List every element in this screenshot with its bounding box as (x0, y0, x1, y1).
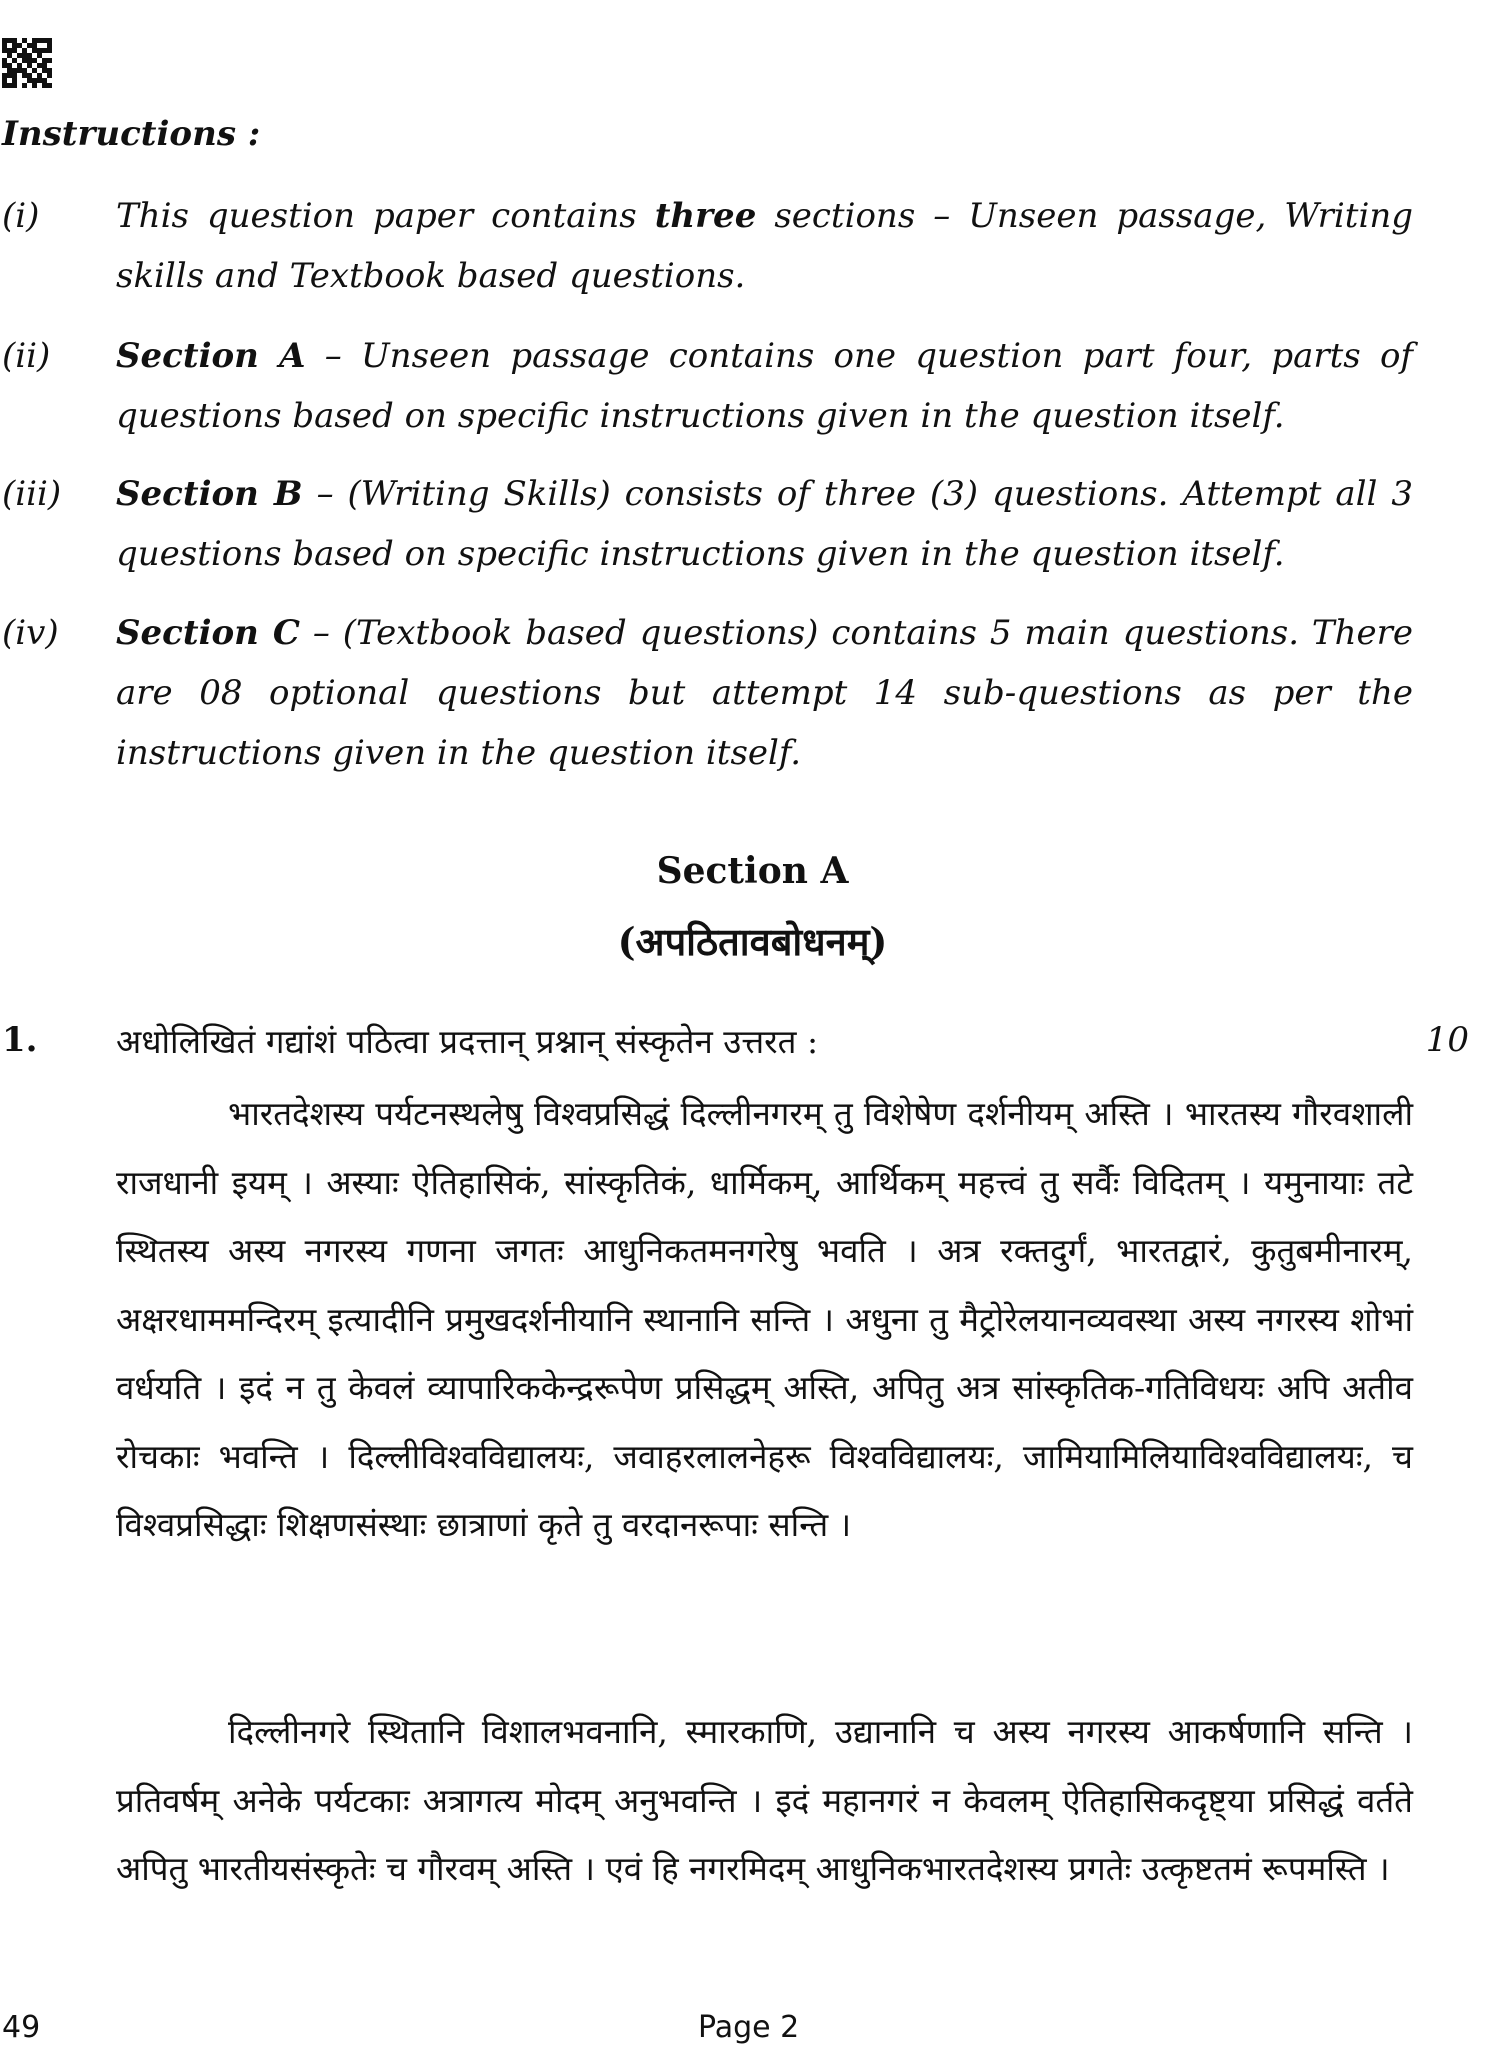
instruction-number: (ii) (2, 336, 51, 376)
qr-code (2, 38, 52, 88)
passage-paragraph: भारतदेशस्य पर्यटनस्थलेषु विश्वप्रसिद्धं दिल्लीनगरम् तु विशेषेण दर्शनीयम् अस्ति । भारतस्य गौरवशाली राजधानी इयम् । अस्याः ऐतिहासिकं, सांस्कृतिकं, धार्मिकम्, आर्थिकम् महत्त्वं तु सर्वैः विदितम् । यमुनायाः तटे स्थितस्य अस्य नगरस्य गणना जगतः आधुनिकतमनगरेषु भवति । अत्र रक्तदुर्गं, भारतद्वारं, कुतुबमीनारम्, अक्षरधाममन्दिरम् इत्यादीनि प्रमुखदर्शनीयानि स्थानानि सन्ति । अधुना तु मैट्रोरेलयानव्यवस्था अस्य नगरस्य शोभां वर्धयति । इदं न तु केवलं व्यापारिककेन्द्ररूपेण प्रसिद्धम् अस्ति, अपितु अत्र सांस्कृतिक-गतिविधयः अपि अतीव रोचकाः भवन्ति । दिल्लीविश्वविद्यालयः, जवाहरलालनेहरू विश्वविद्यालयः, जामियामिलियाविश्वविद्यालयः, च विश्वप्रसिद्धाः शिक्षणसंस्थाः छात्राणां कृते तु वरदानरूपाः सन्ति । (116, 1094, 1413, 1544)
question-marks: 10 (1425, 1020, 1469, 1060)
instruction-text: Section C – (Textbook based questions) contains 5 main questions. There are 08 optional questions but attempt 14 sub-questions as per the instructions given in the question itself. (116, 613, 1413, 773)
instruction-number: (iii) (2, 474, 62, 514)
instruction-text: Section B – (Writing Skills) consists of three (3) questions. Attempt all 3 questions based on specific instructions given in the question itself. (116, 474, 1413, 574)
question-number: 1. (2, 1020, 38, 1060)
passage-paragraph: दिल्लीनगरे स्थितानि विशालभवनानि, स्मारकाणि, उद्यानानि च अस्य नगरस्य आकर्षणानि सन्ति । प्रतिवर्षम् अनेके पर्यटकाः अत्रागत्य मोदम् अनुभवन्ति । इदं महानगरं न केवलम् ऐतिहासिकदृष्ट्या प्रसिद्धं वर्तते अपितु भारतीयसंस्कृतेः च गौरवम् अस्ति । एवं हि नगरमिदम् आधुनिकभारतदेशस्य प्रगतेः उत्कृष्टतमं रूपमस्ति । (116, 1712, 1413, 1888)
question-stem: अधोलिखितं गद्यांशं पठित्वा प्रदत्तान् प्रश्नान् संस्कृतेन उत्तरत : (116, 1022, 819, 1061)
instruction-text: Section A – Unseen passage contains one question part four, parts of questions based on specific instructions given in the question itself. (116, 336, 1414, 436)
instruction-number: (i) (2, 196, 40, 236)
paper-code: 49 (2, 2010, 41, 2045)
instruction-text: This question paper contains three sections – Unseen passage, Writing skills and Textbook based questions. (116, 196, 1413, 296)
instructions-title: Instructions : (2, 114, 261, 154)
page-number: Page 2 (698, 2010, 800, 2045)
section-title: Section A (656, 850, 849, 892)
section-subtitle: (अपठितावबोधनम्) (617, 919, 888, 964)
instruction-number: (iv) (2, 613, 59, 653)
